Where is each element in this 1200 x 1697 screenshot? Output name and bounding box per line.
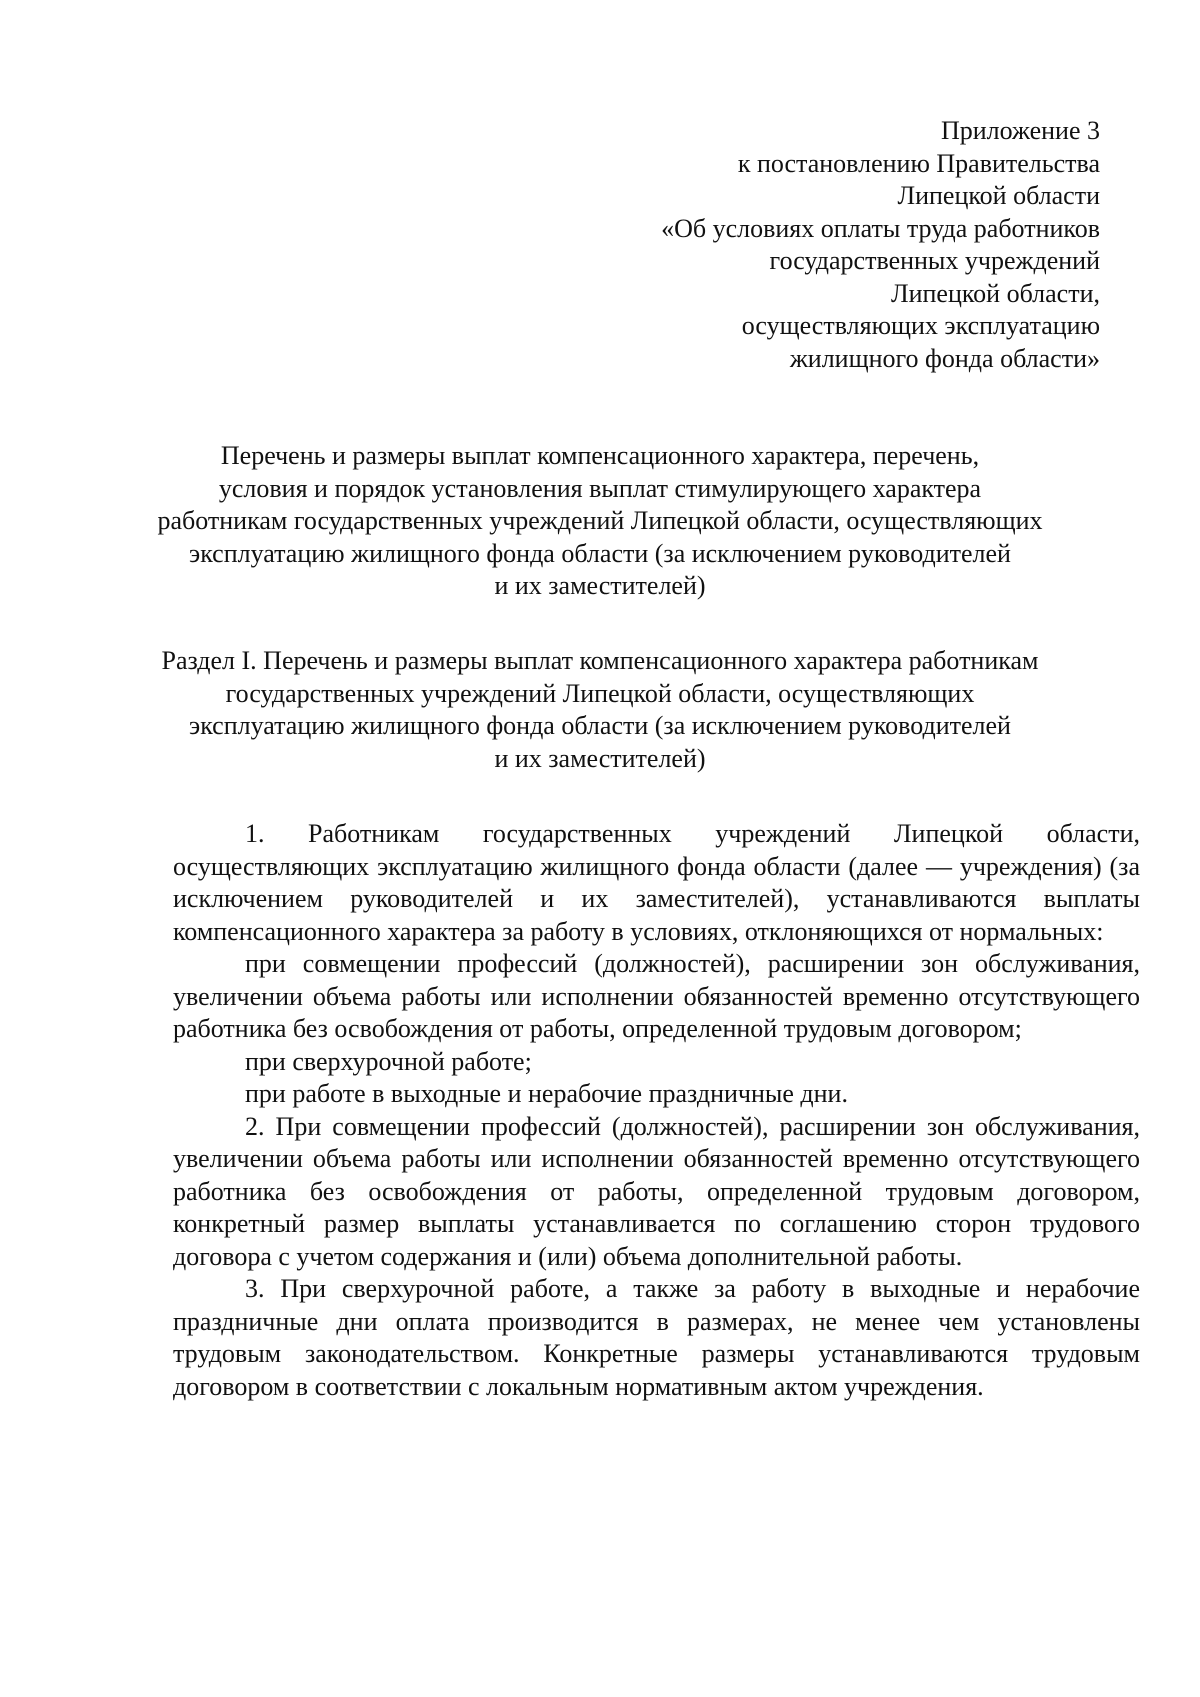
paragraph-overtime: при сверхурочной работе; (245, 1046, 532, 1076)
title-line: Перечень и размеры выплат компенсационного характера, перечень, (220, 441, 980, 470)
section-title-line: эксплуатацию жилищного фонда области (за исключением руководителей (189, 711, 1011, 740)
paragraph-holidays: при работе в выходные и нерабочие праздничные дни. (245, 1079, 848, 1108)
appendix-line: к постановлению Правительства (737, 148, 1100, 178)
appendix-line: Липецкой области (897, 181, 1100, 210)
section-title-line: и их заместителей) (494, 743, 706, 773)
document-title (100, 440, 1100, 603)
appendix-line: «Об условиях оплаты труда работников (661, 213, 1100, 243)
title-line: и их заместителей) (494, 571, 706, 600)
appendix-line: осуществляющих эксплуатацию (741, 311, 1100, 340)
title-line: условия и порядок установления выплат стимулирующего характера (218, 473, 982, 503)
title-line: работникам государственных учреждений Липецкой области, осуществляющих (157, 506, 1043, 535)
appendix-line: Липецкой области, (890, 278, 1100, 308)
paragraph-combining-positions: при совмещении профессий (должностей), расширении зон обслуживания, увеличении объема работы или исполнении обязанностей временно отсутствующего работника без освобождения от работы, определенной трудовым договором; (173, 949, 1140, 1043)
title-line: эксплуатацию жилищного фонда области (за исключением руководителей (189, 538, 1011, 568)
appendix-line: жилищного фонда области» (789, 343, 1100, 373)
appendix-header (540, 115, 1100, 375)
appendix-line: Приложение 3 (940, 116, 1100, 145)
paragraph-3: 3. При сверхурочной работе, а также за работу в выходные и нерабочие праздничные дни оплата производится в размерах, не менее чем установлены трудовым законодательством. Конкретные размеры устанавливаются трудовым договором в соответствии с локальным нормативным актом учреждения. (173, 1274, 1140, 1401)
section-title-line: Раздел I. Перечень и размеры выплат компенсационного характера работникам (161, 646, 1039, 675)
paragraph-1: 1. Работникам государственных учреждений Липецкой области, осуществляющих эксплуатацию жилищного фонда области (далее — учреждения) (за исключением руководителей и их заместителей), устанавливаются выплаты компенсационного характера за работу в условиях, отклоняющихся от нормальных: (173, 819, 1140, 946)
section-title (100, 645, 1100, 775)
section-title-line: государственных учреждений Липецкой области, осуществляющих (225, 678, 975, 708)
appendix-line: государственных учреждений (769, 246, 1100, 275)
paragraph-2: 2. При совмещении профессий (должностей), расширении зон обслуживания, увеличении объема работы или исполнении обязанностей временно отсутствующего работника без освобождения от работы, определенной трудовым договором, конкретный размер выплаты устанавливается по соглашению сторон трудового договора с учетом содержания и (или) объема дополнительной работы. (173, 1111, 1140, 1271)
body-text (173, 818, 1140, 1403)
